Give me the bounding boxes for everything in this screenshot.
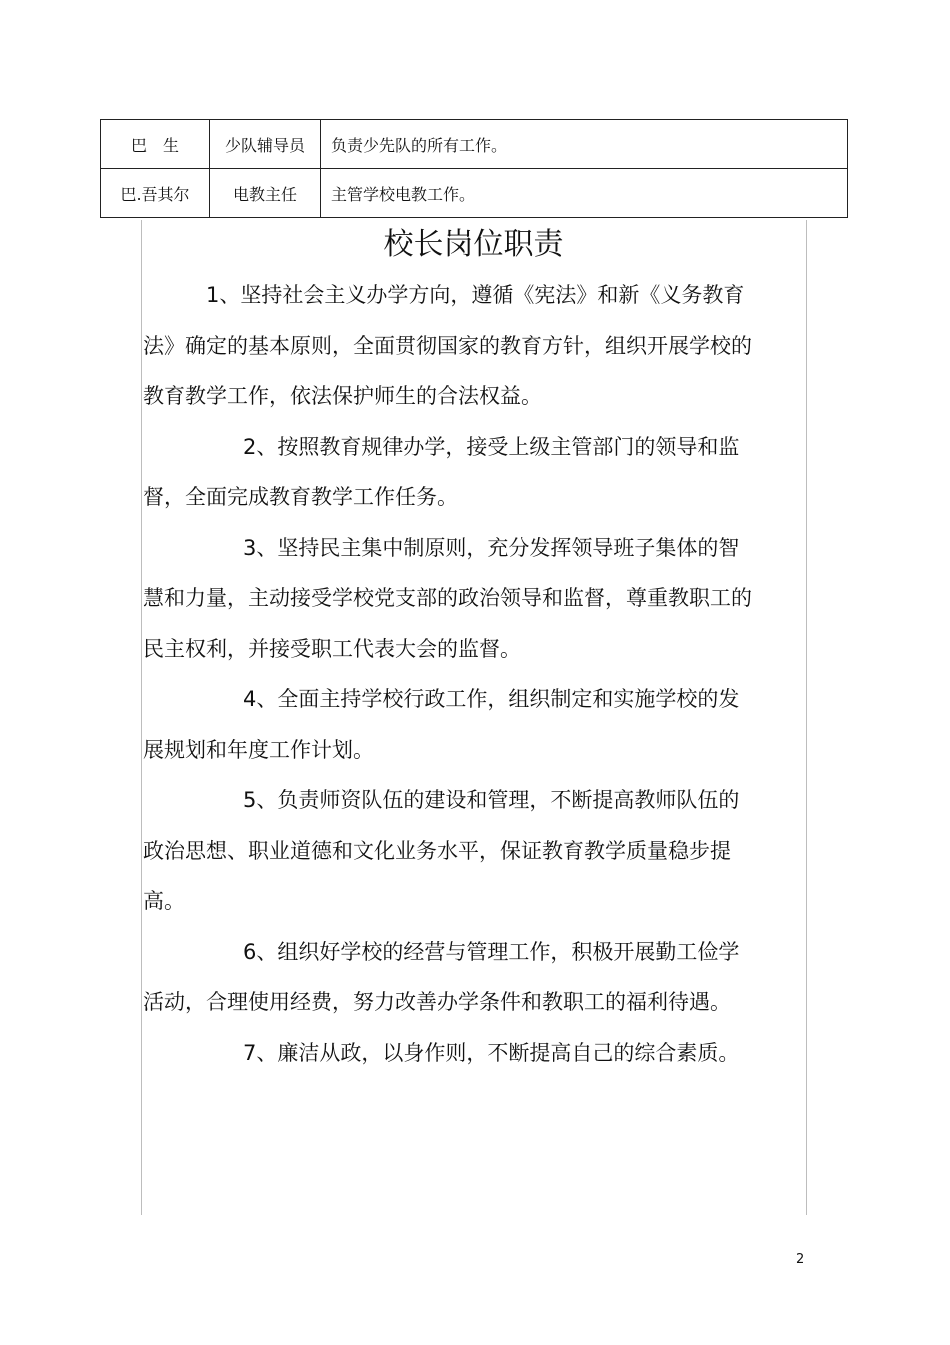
paragraph-7: 7、廉洁从政，以身作则，不断提高自己的综合素质。: [243, 1040, 740, 1065]
page-frame-right-border: [806, 220, 807, 1215]
paragraph-4: 4、全面主持学校行政工作，组织制定和实施学校的发展规划和年度工作计划。: [143, 687, 740, 762]
staff-duty: 负责少先队的所有工作。: [321, 120, 848, 169]
page-number: 2: [796, 1252, 805, 1267]
table-row: [101, 120, 848, 169]
document-body: [143, 270, 753, 1078]
paragraph-5: 5、负责师资队伍的建设和管理，不断提高教师队伍的政治思想、职业道德和文化业务水平，保证教育教学质量稳步提高。: [143, 788, 740, 913]
table-row: [101, 169, 848, 218]
staff-duty: 主管学校电教工作。: [321, 169, 848, 218]
staff-table: [100, 119, 848, 218]
page-frame-left-border: [141, 220, 142, 1215]
paragraph-1: 1、坚持社会主义办学方向，遵循《宪法》和新《义务教育法》确定的基本原则，全面贯彻国家的教育方针，组织开展学校的教育教学工作，依法保护师生的合法权益。: [143, 283, 752, 408]
paragraph-6: 6、组织好学校的经营与管理工作，积极开展勤工俭学活动，合理使用经费，努力改善办学条件和教职工的福利待遇。: [143, 939, 740, 1014]
paragraph-3: 3、坚持民主集中制原则，充分发挥领导班子集体的智慧和力量，主动接受学校党支部的政治领导和监督，尊重教职工的民主权利，并接受职工代表大会的监督。: [143, 535, 752, 661]
staff-role: 电教主任: [210, 169, 321, 218]
staff-name: 巴 生: [101, 120, 210, 169]
paragraph-2: 2、按照教育规律办学，接受上级主管部门的领导和监督，全面完成教育教学工作任务。: [143, 434, 740, 509]
staff-name: 巴.吾其尔: [101, 169, 210, 218]
staff-role: 少队辅导员: [210, 120, 321, 169]
document-title: 校长岗位职责: [383, 227, 564, 262]
